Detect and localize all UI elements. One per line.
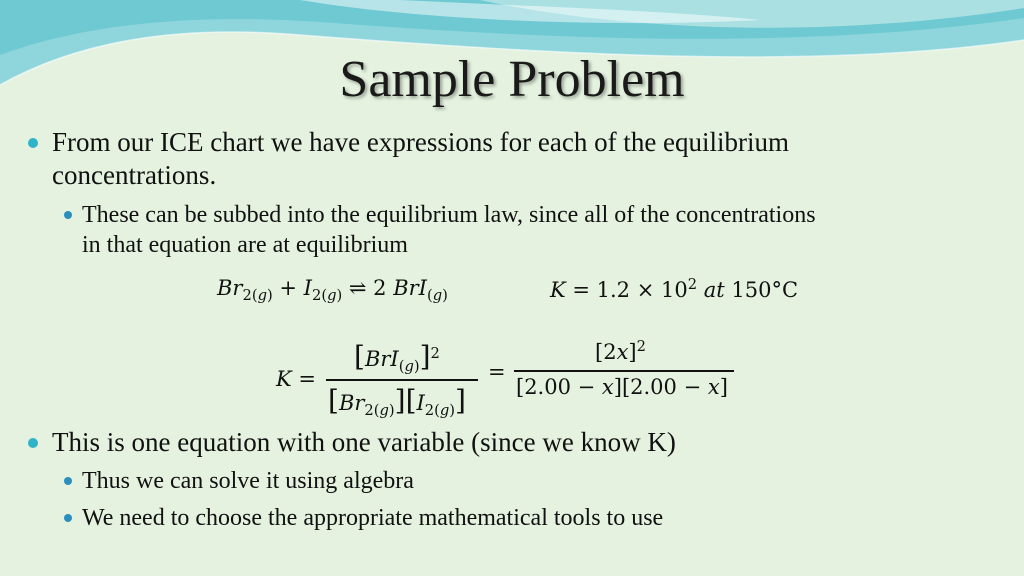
bullet-2-sub-1 — [82, 466, 1002, 496]
bullet-1-sub-1-line1: These can be subbed into the equilibrium law, since all of the concentrations — [82, 202, 816, 228]
k-lhs: K = — [276, 367, 316, 391]
bullet-2-sub-2-text: We need to choose the appropriate mathematical tools to use — [82, 505, 664, 531]
bullet-marker — [28, 438, 38, 448]
equilibrium-constant: $K = 1.2 \times 10^2$ at 150°C — [550, 276, 799, 302]
denominator-2: [2.00 − x][2.00 − x] — [516, 375, 728, 399]
bullet-1-sub-1 — [82, 200, 1002, 260]
bullet-2-sub-2 — [82, 503, 1002, 533]
bullet-2-sub-1-text: Thus we can solve it using algebra — [82, 468, 414, 494]
fraction-bar-2 — [514, 370, 734, 372]
denominator-1: $[Br_{2(g)}][I_{2(g)}]$ — [328, 384, 466, 420]
bullet-marker — [28, 138, 38, 148]
bullet-2-text: This is one equation with one variable (since we know K) — [52, 427, 676, 457]
numerator-2: $[2x]^2$ — [595, 338, 646, 364]
fraction-bar-1 — [326, 379, 478, 381]
numerator-1: $[BrI_{(g)}]^2$ — [354, 340, 440, 376]
bullet-1-line1: From our ICE chart we have expressions for each of the equilibrium — [52, 127, 790, 157]
sub-bullet-marker — [64, 514, 72, 522]
sub-bullet-marker — [64, 211, 72, 219]
slide-title: Sample Problem — [339, 51, 685, 108]
bullet-2 — [52, 426, 992, 459]
bullet-1-sub-1-line2: in that equation are at equilibrium — [82, 232, 408, 258]
sub-bullet-marker — [64, 477, 72, 485]
bullet-1-line2: concentrations. — [52, 160, 217, 190]
reaction-equation: $Br_{2(g)} + I_{2(g)}$ ⇌ 2 BrI$_{(g)}$ — [217, 276, 448, 305]
equals-sign: = — [488, 360, 506, 384]
bullet-1 — [52, 126, 992, 192]
